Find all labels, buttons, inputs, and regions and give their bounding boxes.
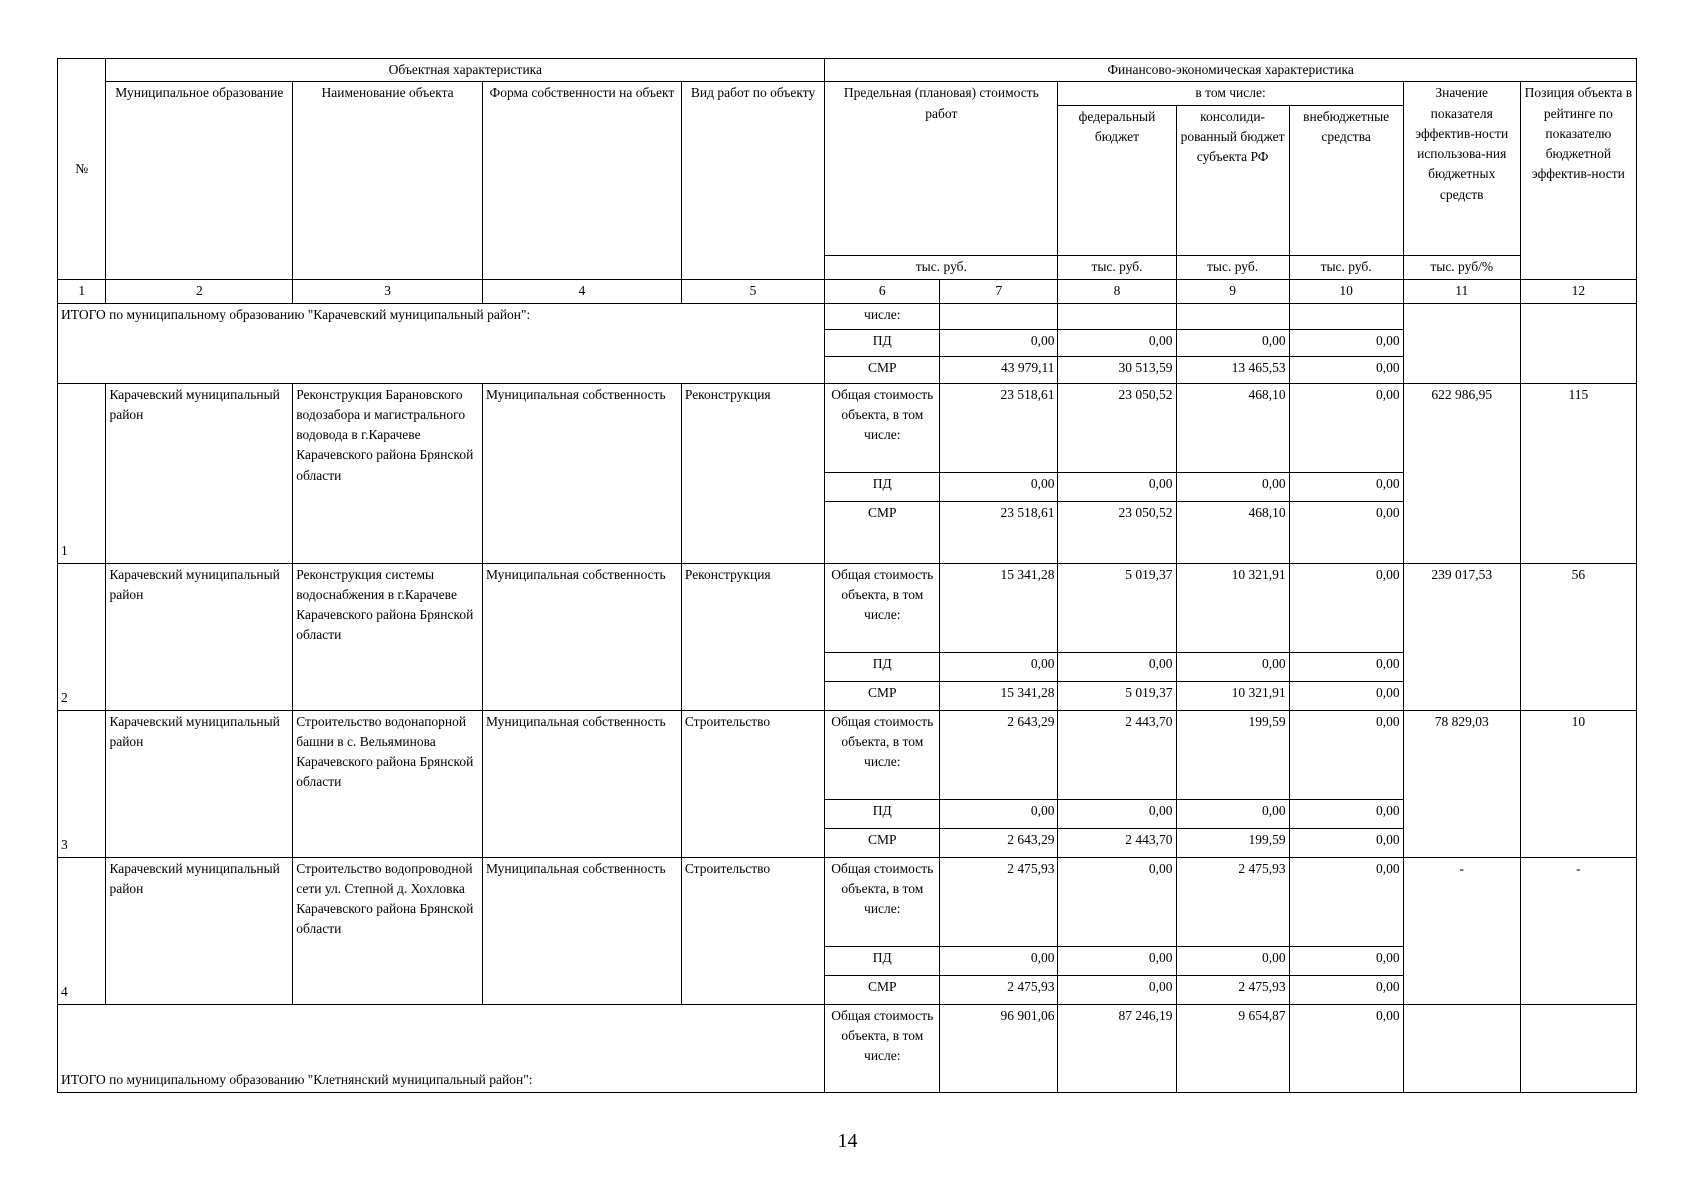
header-object-name: Наименование объекта [293, 82, 483, 279]
value-consolidated: 0,00 [1176, 799, 1289, 828]
col-number: 2 [106, 279, 293, 303]
object-efficiency: 622 986,95 [1403, 383, 1520, 563]
value-total: 43 979,11 [940, 356, 1058, 383]
object-name: Реконструкция системы водоснабжения в г.Карачеве Карачевского района Брянской области [293, 563, 483, 710]
value-offbudget: 0,00 [1289, 356, 1403, 383]
object-ownership: Муниципальная собственность [482, 857, 681, 1004]
header-row-2 [58, 82, 1637, 105]
value-total: 15 341,28 [940, 681, 1058, 710]
column-numbers-row [58, 279, 1637, 303]
col-number: 5 [681, 279, 824, 303]
unit-consolidated: тыс. руб. [1176, 255, 1289, 279]
object-rating: - [1520, 857, 1636, 1004]
total-kletnya-efficiency [1403, 1004, 1520, 1092]
header-rating: Позиция объекта в рейтинге по показателю бюджетной эффектив-ности [1520, 82, 1636, 279]
value-total: 0,00 [940, 472, 1058, 501]
total-karachev-row [58, 303, 1637, 329]
row-label-pd: ПД [825, 472, 940, 501]
header-efficiency: Значение показателя эффектив-ности использова-ния бюджетных средств [1403, 82, 1520, 255]
value-federal: 0,00 [1058, 472, 1176, 501]
object-consolidated: 468,10 [1176, 383, 1289, 472]
object-total: 2 643,29 [940, 710, 1058, 799]
object-rating: 115 [1520, 383, 1636, 563]
object-num: 1 [58, 383, 106, 563]
header-offbudget: внебюджетные средства [1289, 105, 1403, 255]
total-kletnya-offbudget: 0,00 [1289, 1004, 1403, 1092]
value-total: 0,00 [940, 329, 1058, 356]
object-total-label: Общая стоимость объекта, в том числе: [825, 710, 940, 799]
object-total: 23 518,61 [940, 383, 1058, 472]
row-label-pd: ПД [825, 652, 940, 681]
col-number: 10 [1289, 279, 1403, 303]
value-offbudget: 0,00 [1289, 501, 1403, 563]
col-number: 1 [58, 279, 106, 303]
value-consolidated: 0,00 [1176, 946, 1289, 975]
value-federal: 0,00 [1058, 946, 1176, 975]
value-total: 2 643,29 [940, 828, 1058, 857]
object-ownership: Муниципальная собственность [482, 710, 681, 857]
value-total: 0,00 [940, 799, 1058, 828]
col-number: 8 [1058, 279, 1176, 303]
object-work-type: Строительство [681, 857, 824, 1004]
total-kletnya-consolidated: 9 654,87 [1176, 1004, 1289, 1092]
value-offbudget: 0,00 [1289, 946, 1403, 975]
value-total: 2 475,93 [940, 975, 1058, 1004]
total-kletnya-federal: 87 246,19 [1058, 1004, 1176, 1092]
object-efficiency: - [1403, 857, 1520, 1004]
header-fin-char: Финансово-экономическая характеристика [825, 59, 1637, 82]
header-federal: федеральный бюджет [1058, 105, 1176, 255]
total-karachev-label: ИТОГО по муниципальному образованию "Карачевский муниципальный район": [58, 303, 825, 383]
object-row [58, 563, 1637, 652]
value-offbudget: 0,00 [1289, 799, 1403, 828]
page-number: 14 [837, 1130, 858, 1152]
value-consolidated: 468,10 [1176, 501, 1289, 563]
object-num: 4 [58, 857, 106, 1004]
total-karachev-rating [1520, 303, 1636, 383]
object-num: 3 [58, 710, 106, 857]
object-work-type: Строительство [681, 710, 824, 857]
header-num: № [58, 59, 106, 280]
object-work-type: Реконструкция [681, 563, 824, 710]
object-ownership: Муниципальная собственность [482, 563, 681, 710]
value-federal: 2 443,70 [1058, 828, 1176, 857]
value-total: 0,00 [940, 946, 1058, 975]
col-number: 9 [1176, 279, 1289, 303]
value-federal: 0,00 [1058, 799, 1176, 828]
value-federal: 23 050,52 [1058, 501, 1176, 563]
total-karachev-efficiency [1403, 303, 1520, 383]
value-federal: 0,00 [1058, 329, 1176, 356]
total-kletnya-label: ИТОГО по муниципальному образованию "Клетнянский муниципальный район": [58, 1004, 825, 1092]
value-consolidated: 0,00 [1176, 652, 1289, 681]
object-work-type: Реконструкция [681, 383, 824, 563]
object-ownership: Муниципальная собственность [482, 383, 681, 563]
header-row-1 [58, 59, 1637, 82]
object-rating: 56 [1520, 563, 1636, 710]
object-rating: 10 [1520, 710, 1636, 857]
object-row [58, 710, 1637, 799]
value-federal: 5 019,37 [1058, 681, 1176, 710]
object-total-label: Общая стоимость объекта, в том числе: [825, 383, 940, 472]
object-num: 2 [58, 563, 106, 710]
value-offbudget: 0,00 [1289, 472, 1403, 501]
object-federal: 5 019,37 [1058, 563, 1176, 652]
object-federal: 2 443,70 [1058, 710, 1176, 799]
header-including: в том числе: [1058, 82, 1403, 105]
object-name: Строительство водопроводной сети ул. Степной д. Хохловка Карачевского района Брянской области [293, 857, 483, 1004]
value-consolidated: 199,59 [1176, 828, 1289, 857]
value-offbudget: 0,00 [1289, 652, 1403, 681]
row-label-smr: СМР [825, 501, 940, 563]
object-consolidated: 2 475,93 [1176, 857, 1289, 946]
object-efficiency: 239 017,53 [1403, 563, 1520, 710]
row-label-smr: СМР [825, 828, 940, 857]
object-municipality: Карачевский муниципальный район [106, 563, 293, 710]
object-row [58, 857, 1637, 946]
unit-federal: тыс. руб. [1058, 255, 1176, 279]
total-karachev-continued: числе: [825, 303, 940, 329]
unit-efficiency: тыс. руб/% [1403, 255, 1520, 279]
value-offbudget: 0,00 [1289, 975, 1403, 1004]
col-number: 11 [1403, 279, 1520, 303]
object-federal: 23 050,52 [1058, 383, 1176, 472]
col-number: 6 [825, 279, 940, 303]
object-total: 2 475,93 [940, 857, 1058, 946]
value-federal: 0,00 [1058, 652, 1176, 681]
object-federal: 0,00 [1058, 857, 1176, 946]
row-label-smr: СМР [825, 681, 940, 710]
row-label-smr: СМР [825, 356, 940, 383]
object-municipality: Карачевский муниципальный район [106, 710, 293, 857]
value-consolidated: 10 321,91 [1176, 681, 1289, 710]
object-municipality: Карачевский муниципальный район [106, 857, 293, 1004]
header-max-cost: Предельная (плановая) стоимость работ [825, 82, 1058, 255]
header-work-type: Вид работ по объекту [681, 82, 824, 279]
header-municipality: Муниципальное образование [106, 82, 293, 279]
row-label-pd: ПД [825, 799, 940, 828]
unit-cost: тыс. руб. [825, 255, 1058, 279]
total-kletnya-rating [1520, 1004, 1636, 1092]
value-consolidated: 2 475,93 [1176, 975, 1289, 1004]
object-total-label: Общая стоимость объекта, в том числе: [825, 857, 940, 946]
unit-offbudget: тыс. руб. [1289, 255, 1403, 279]
value-federal: 30 513,59 [1058, 356, 1176, 383]
value-offbudget: 0,00 [1289, 828, 1403, 857]
value-total: 0,00 [940, 652, 1058, 681]
value-consolidated: 13 465,53 [1176, 356, 1289, 383]
row-label-pd: ПД [825, 329, 940, 356]
total-kletnya-row [58, 1004, 1637, 1092]
header-ownership: Форма собственности на объект [482, 82, 681, 279]
value-offbudget: 0,00 [1289, 681, 1403, 710]
total-kletnya-total: 96 901,06 [940, 1004, 1058, 1092]
value-federal: 0,00 [1058, 975, 1176, 1004]
object-municipality: Карачевский муниципальный район [106, 383, 293, 563]
col-number: 3 [293, 279, 483, 303]
object-offbudget: 0,00 [1289, 857, 1403, 946]
object-efficiency: 78 829,03 [1403, 710, 1520, 857]
value-consolidated: 0,00 [1176, 329, 1289, 356]
object-offbudget: 0,00 [1289, 383, 1403, 472]
object-name: Строительство водонапорной башни в с. Вельяминова Карачевского района Брянской области [293, 710, 483, 857]
budget-efficiency-table [57, 58, 1637, 1093]
object-row [58, 383, 1637, 472]
value-total: 23 518,61 [940, 501, 1058, 563]
value-offbudget: 0,00 [1289, 329, 1403, 356]
object-consolidated: 199,59 [1176, 710, 1289, 799]
object-consolidated: 10 321,91 [1176, 563, 1289, 652]
col-number: 12 [1520, 279, 1636, 303]
col-number: 4 [482, 279, 681, 303]
object-offbudget: 0,00 [1289, 563, 1403, 652]
object-name: Реконструкция Барановского водозабора и магистрального водовода в г.Карачеве Карачевского района Брянской области [293, 383, 483, 563]
total-kletnya-total-label: Общая стоимость объекта, в том числе: [825, 1004, 940, 1092]
header-object-char: Объектная характеристика [106, 59, 825, 82]
row-label-pd: ПД [825, 946, 940, 975]
header-consolidated: консолиди-рованный бюджет субъекта РФ [1176, 105, 1289, 255]
value-consolidated: 0,00 [1176, 472, 1289, 501]
row-label-smr: СМР [825, 975, 940, 1004]
object-total: 15 341,28 [940, 563, 1058, 652]
col-number: 7 [940, 279, 1058, 303]
object-total-label: Общая стоимость объекта, в том числе: [825, 563, 940, 652]
object-offbudget: 0,00 [1289, 710, 1403, 799]
